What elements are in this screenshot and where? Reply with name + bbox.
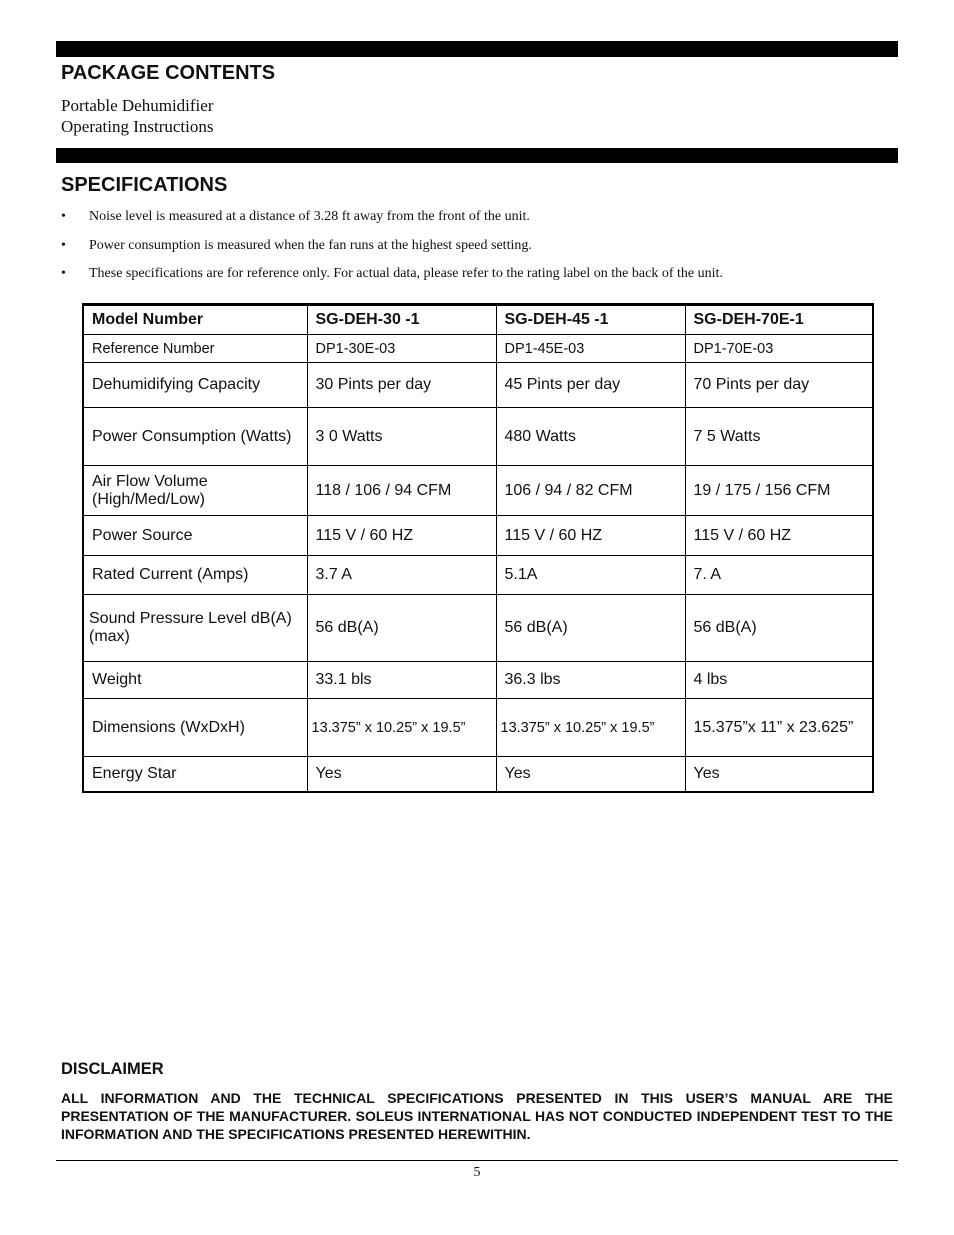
table-cell: 13.375” x 10.25” x 19.5” [307,699,496,757]
table-row [83,757,873,792]
table-cell: 56 dB(A) [496,595,685,662]
table-cell: Weight [83,662,307,699]
table-cell: 106 / 94 / 82 CFM [496,466,685,516]
table-cell: 33.1 bls [307,662,496,699]
table-cell: 7. A [685,556,873,595]
specifications-divider-bar [56,148,898,163]
table-header-cell: SG-DEH-70E-1 [685,305,873,335]
disclaimer-text: ALL INFORMATION AND THE TECHNICAL SPECIFICATIONS PRESENTED IN THIS USER’S MANUAL ARE THE PRESENTATION OF THE MANUFACTURER. SOLEUS INTERNATIONAL HAS NOT CONDUCTED INDEPENDENT TEST TO THE INFORMATION AND THE SPECIFICATIONS PRESENTED HEREWITHIN. [61,1090,893,1142]
table-cell: 115 V / 60 HZ [685,516,873,556]
table-cell: Power Consumption (Watts) [83,408,307,466]
table-cell: 7 5 Watts [685,408,873,466]
table-header-cell: SG-DEH-30 -1 [307,305,496,335]
package-contents-heading: PACKAGE CONTENTS [61,62,276,84]
table-cell: 480 Watts [496,408,685,466]
note-item: • Noise level is measured at a distance of 3.28 ft away from the front of the unit. [61,207,723,236]
table-cell: Sound Pressure Level dB(A) (max) [83,595,307,662]
note-item: • Power consumption is measured when the fan runs at the highest speed setting. [61,236,723,265]
table-cell: Power Source [83,516,307,556]
note-item: • These specifications are for reference only. For actual data, please refer to the rating label on the back of the unit. [61,264,723,293]
table-cell: Dimensions (WxDxH) [83,699,307,757]
table-row [83,662,873,699]
table-cell: DP1-30E-03 [307,335,496,363]
table-cell: 45 Pints per day [496,363,685,408]
bullet-icon: • [61,209,66,224]
specifications-heading: SPECIFICATIONS [61,174,228,196]
table-row [83,516,873,556]
table-cell: Yes [685,757,873,792]
table-row [83,363,873,408]
table-cell: DP1-45E-03 [496,335,685,363]
table-cell: 115 V / 60 HZ [307,516,496,556]
table-cell: 5.1A [496,556,685,595]
table-row [83,466,873,516]
table-row [83,595,873,662]
bullet-icon: • [61,237,66,253]
table-row [83,556,873,595]
table-cell: 118 / 106 / 94 CFM [307,466,496,516]
table-cell: 115 V / 60 HZ [496,516,685,556]
table-header-row [83,305,873,335]
specification-notes [61,207,723,293]
table-cell: 19 / 175 / 156 CFM [685,466,873,516]
package-item: Operating Instructions [61,117,214,136]
table-cell: 13.375” x 10.25” x 19.5” [496,699,685,757]
table-cell: Yes [307,757,496,792]
table-row [83,699,873,757]
table-cell: Yes [496,757,685,792]
table-cell: 36.3 lbs [496,662,685,699]
table-cell: 3 0 Watts [307,408,496,466]
top-divider-bar [56,41,898,57]
table-cell: 56 dB(A) [685,595,873,662]
table-row [83,335,873,363]
table-row [83,408,873,466]
footer-rule [56,1160,898,1161]
table-cell: 15.375”x 11” x 23.625” [685,699,873,757]
package-contents-list [61,95,214,137]
table-cell: Dehumidifying Capacity [83,363,307,408]
table-cell: 70 Pints per day [685,363,873,408]
table-cell: 30 Pints per day [307,363,496,408]
package-item: Portable Dehumidifier [61,96,214,115]
table-cell: 4 lbs [685,662,873,699]
table-cell: Air Flow Volume (High/Med/Low) [83,466,307,516]
table-header-cell: Model Number [83,305,307,335]
table-cell: DP1-70E-03 [685,335,873,363]
bullet-icon: • [61,266,66,281]
disclaimer-heading: DISCLAIMER [61,1060,164,1078]
table-cell: Energy Star [83,757,307,792]
table-cell: Rated Current (Amps) [83,556,307,595]
table-cell: Reference Number [83,335,307,363]
table-header-cell: SG-DEH-45 -1 [496,305,685,335]
table-cell: 56 dB(A) [307,595,496,662]
table-cell: 3.7 A [307,556,496,595]
specifications-table [82,303,874,793]
page-number: 5 [473,1165,481,1180]
